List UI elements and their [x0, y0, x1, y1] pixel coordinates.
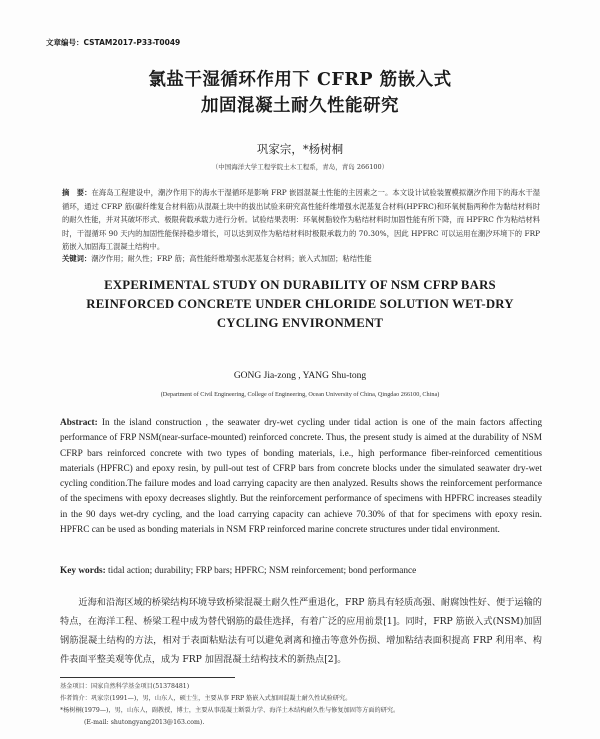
english-abstract — [60, 416, 542, 538]
chinese-abstract — [62, 186, 540, 254]
introduction-paragraph: 近海和沿海区域的桥梁结构环境导致桥梁混凝土耐久性严重退化，FRP 筋具有轻质高强、耐腐蚀性好、便于运输的特点，在海洋工程、桥梁工程中成为替代钢筋的最佳选择，有着广泛的应用前景[1]。同时，FRP 筋嵌入式(NSM)加固钢筋混凝土结构的方法，相对于表面粘贴法有可以避免剥离和撞击等意外伤损、增加粘结表面积提高 FRP 利用率、构件表面平整美观等优点，成为 FRP 加固混凝土结构技术的新热点[2]。 — [60, 597, 542, 665]
english-keywords-text: tidal action; durability; FRP bars; HPFRC; NSM reinforcement; bond performance — [108, 566, 417, 576]
english-keywords — [60, 565, 542, 578]
english-keywords-label: Key words: — [60, 566, 106, 576]
chinese-title-line-1: 氯盐干湿循环作用下 CFRP 筋嵌入式 — [148, 70, 452, 90]
english-affiliation: (Department of Civil Engineering, College of Engineering, Ocean University of China, Qingdao 266100, China) — [160, 391, 440, 398]
chinese-abstract-label: 摘 要： — [62, 188, 92, 197]
chinese-authors: 巩家宗，*杨树桐 — [256, 142, 344, 156]
article-number: 文章编号：CSTAM2017-P33-T0049 — [46, 38, 181, 47]
footnote-fund: 基金项目：国家自然科学基金项目(51378481) — [60, 683, 190, 690]
footnote-email: (E-mail: shutongyang2013@163.com). — [84, 719, 205, 726]
english-title-line-3: CYCLING ENVIRONMENT — [216, 316, 384, 330]
english-title-line-1: EXPERIMENTAL STUDY ON DURABILITY OF NSM CFRP BARS — [104, 278, 496, 292]
chinese-abstract-text: 在海岛工程建设中，潮汐作用下的海水干湿循环是影响 FRP 嵌固混凝土性能的主因素之一。本文设计试验装置模拟潮汐作用下的海水干湿循环，通过 CFRP 筋(碳纤维复合材料筋)从混凝土块中的拔出试验来研究高性能纤维增强水泥基复合材料(HPFRC)和环氧树脂两种作为黏结材料时的耐久性能，并对其破坏形式、极限荷载承载力进行分析。试验结果表明：环氧树脂较作为粘结材料时加固性能有所下降，而 HPFRC 作为粘结材料时，干湿循环 90 天内的加固性能保持稳步增长，可以达到双作为粘结材料时极限承载力的 70.30%，因此 HPFRC 可以运用在潮汐环境下的 FRP 筋嵌入加固海工混凝土结构中。 — [62, 188, 541, 251]
footnotes — [60, 681, 542, 729]
chinese-keywords-text: 潮汐作用；耐久性；FRP 筋；高性能纤维增强水泥基复合材料；嵌入式加固；粘结性能 — [91, 254, 372, 263]
footnote-divider — [60, 677, 235, 678]
chinese-keywords-label: 关键词： — [62, 254, 92, 263]
english-authors: GONG Jia-zong , YANG Shu-tong — [233, 371, 367, 381]
chinese-keywords — [62, 252, 540, 265]
english-abstract-label: Abstract: — [60, 418, 98, 428]
english-title-line-2: REINFORCED CONCRETE UNDER CHLORIDE SOLUTION WET-DRY — [86, 297, 514, 311]
chinese-affiliation: （中国海洋大学工程学院土木工程系，青岛，青岛 266100） — [211, 163, 389, 171]
footnote-author-1: 作者简介：巩家宗(1991—)，男，山东人，硕士生，主要从事 FRP 筋嵌入式加固混凝土耐久性试验研究。 — [60, 695, 352, 702]
english-abstract-text: In the island construction , the seawater dry-wet cycling under tidal action is one of the main factors affecting performance of FRP NSM(near-surface-mounted) reinforced concrete. Thus, the present study is aimed at the durability of NSM CFRP bars reinforced concrete with two types of bonding materials, i.e., high performance fiber-reinforced cementitious materials (HPFRC) and epoxy resin, by pull-out test of CFRP bars from concrete blocks under the simulated seawater dry-wet cycling condition.The failure modes and load carrying capacity are then analyzed. Results shows the reinforcement performance of the specimens with epoxy decreases slightly. But the reinforcement performance of specimens with HPFRC increases steadily in the 90 days wet-dry cycling, and the load carrying capacity can achieve 70.30% of that for specimens with epoxy resin. HPFRC can be used as bonding materials in NSM FRP reinforced marine concrete structures under tidal environment. — [60, 418, 542, 536]
chinese-title-line-2: 加固混凝土耐久性能研究 — [201, 96, 399, 116]
footnote-author-2: *杨树桐(1979—)，男，山东人，副教授，博士，主要从事混凝土断裂力学、海洋土木结构耐久性与修复加固等方面的研究。 — [60, 707, 400, 714]
